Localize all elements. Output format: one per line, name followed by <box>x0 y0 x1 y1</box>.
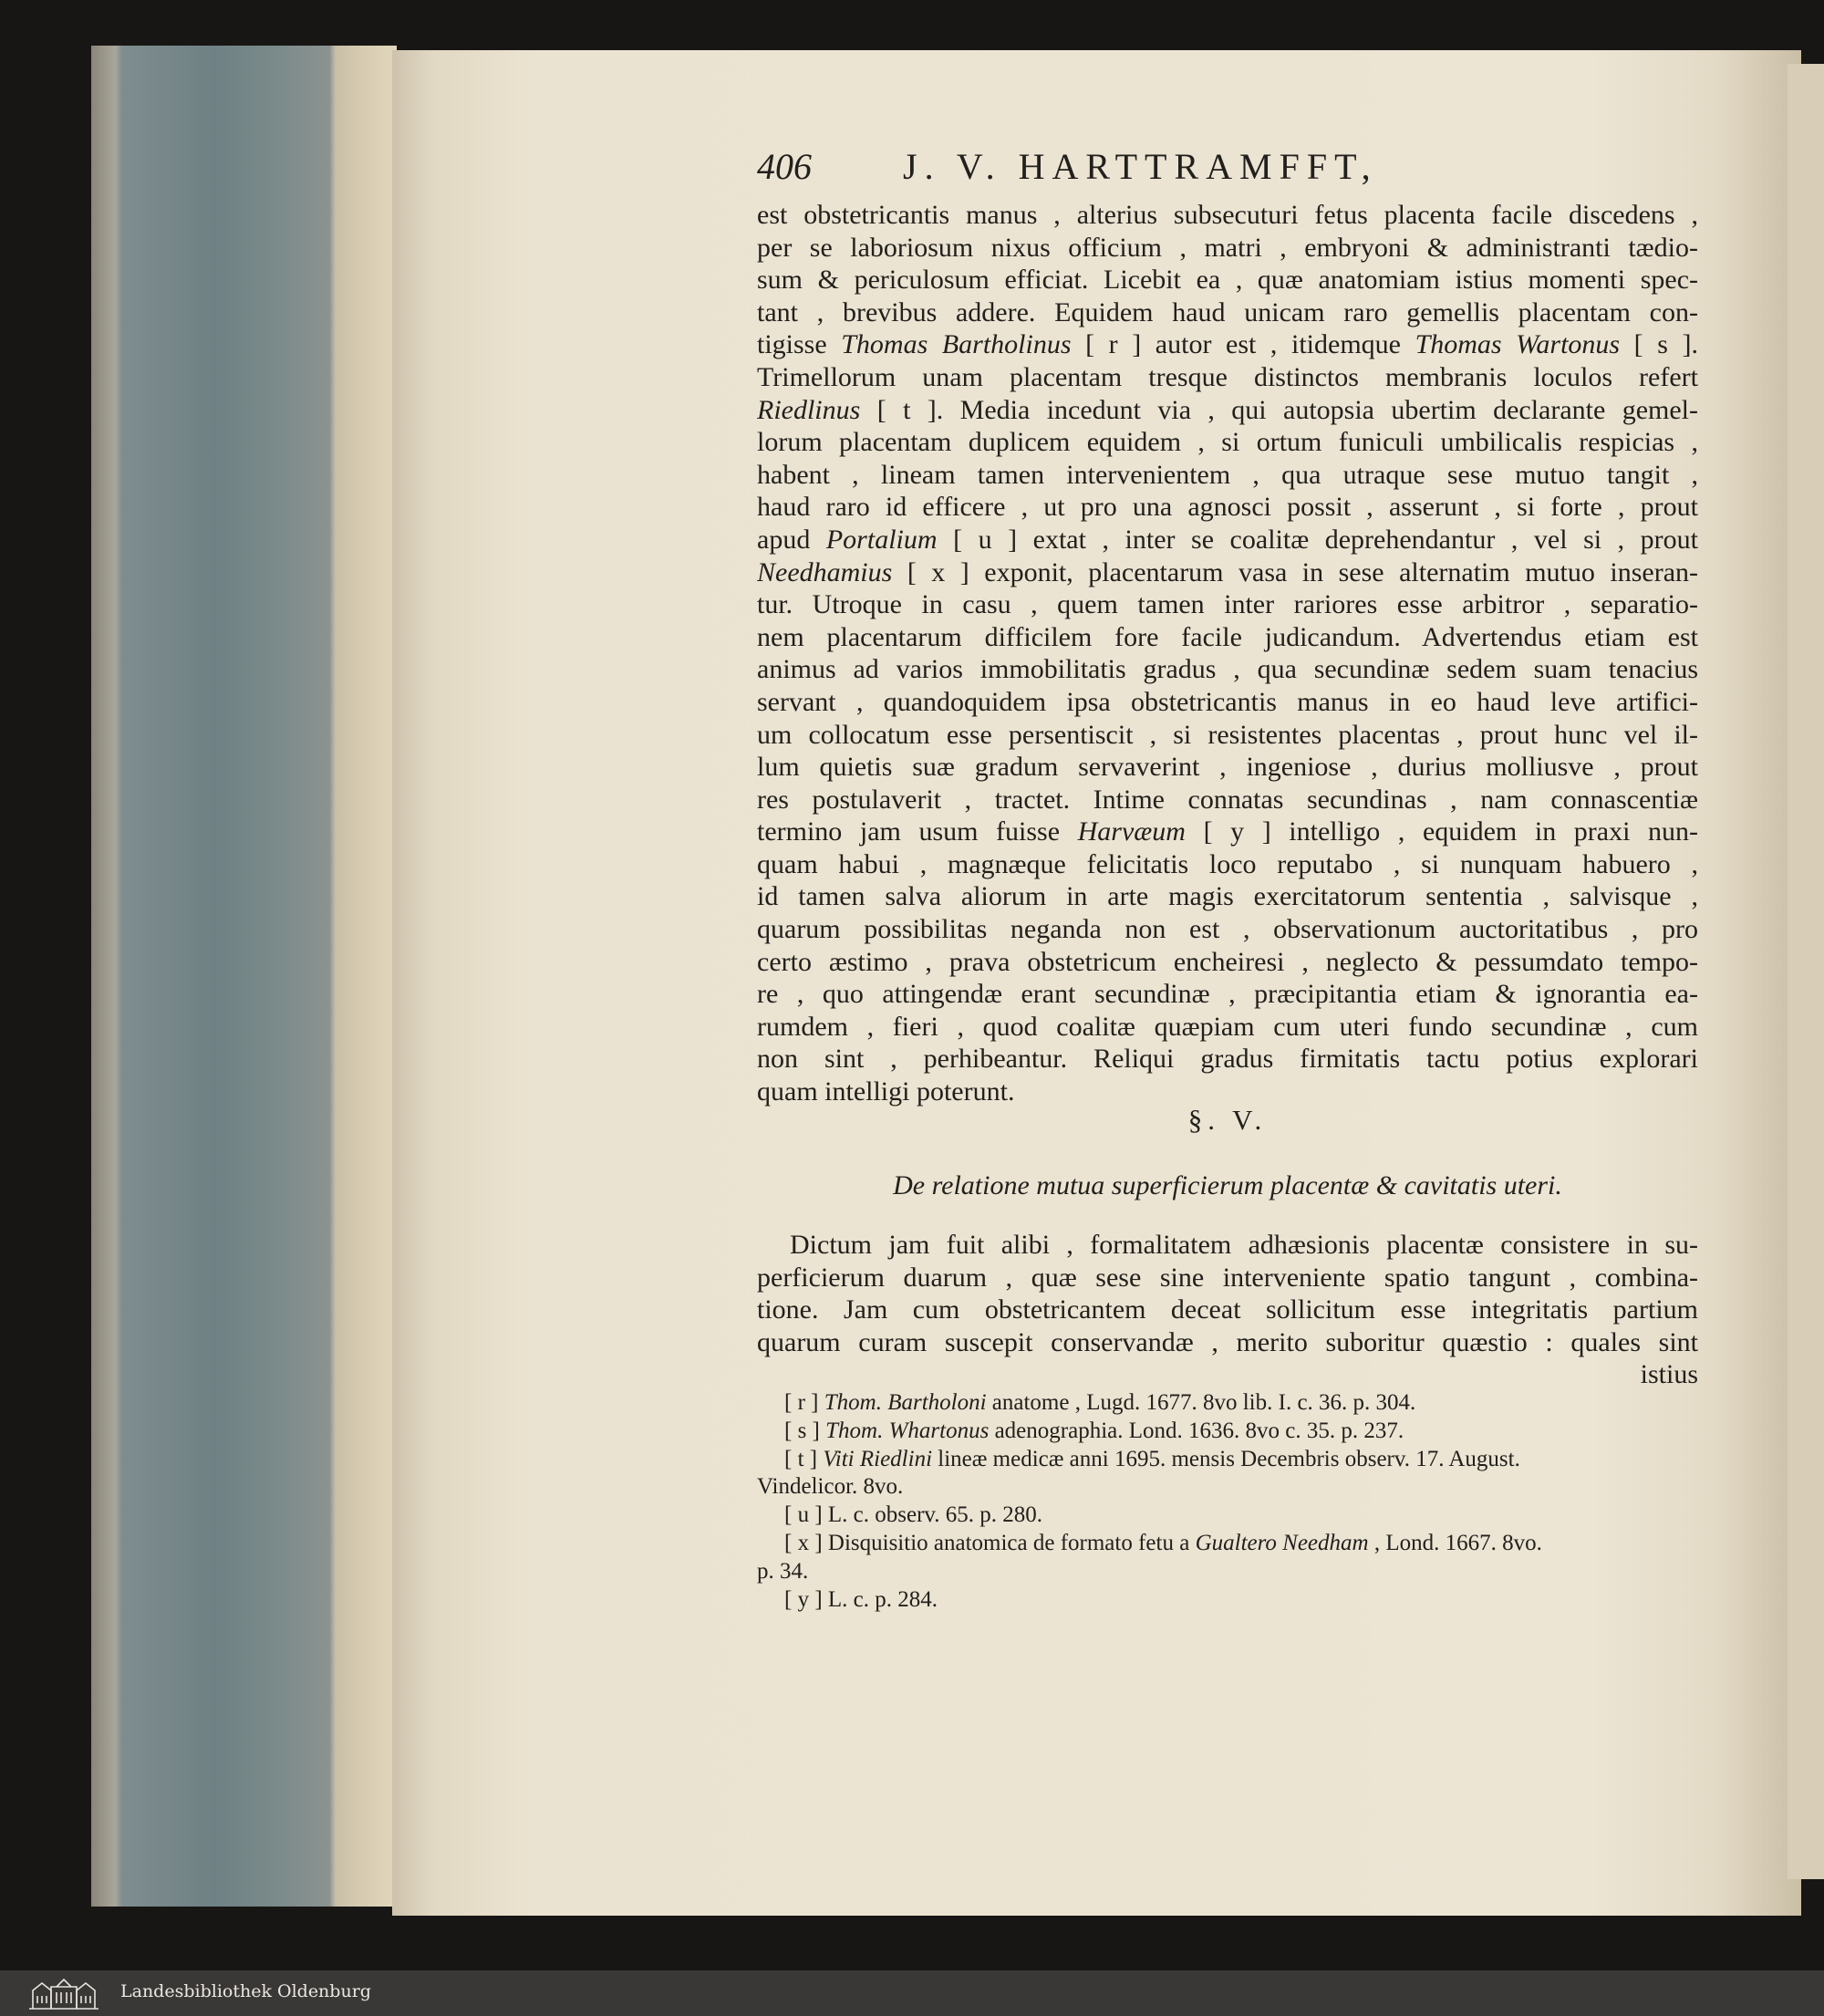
text-line: animus ad varios immobilitatis gradus , qua secundinæ sedem suam tenacius <box>757 654 1698 685</box>
text-line: um collocatum esse persentiscit , si resistentes placentas , prout hunc vel il- <box>757 719 1698 750</box>
library-building-icon <box>27 1976 100 2011</box>
running-head <box>757 144 1696 190</box>
italic-name: Gualtero Needham <box>1195 1530 1369 1555</box>
text-line: servant , quandoquidem ipsa obstetricantis manus in eo haud leve artifici- <box>757 686 1698 717</box>
running-title: J. V. HARTTRAMFFT, <box>903 146 1378 187</box>
book-page-edges <box>91 46 397 1907</box>
italic-name: Portalium <box>825 524 938 555</box>
text-line: quam intelligi poterunt. <box>757 1076 1015 1107</box>
footnote-line: Vindelicor. 8vo. <box>757 1474 904 1500</box>
text-line: est obstetricantis manus , alterius subsecuturi fetus placenta facile discedens , <box>757 200 1698 230</box>
footer-library-name: Landesbibliothek Oldenburg <box>120 1981 371 2001</box>
facing-page-edge <box>1788 64 1824 1879</box>
italic-name: Thom. Whartonus <box>825 1418 990 1443</box>
text-line: rumdem , fieri , quod coalitæ quæpiam cum uteri fundo secundinæ , cum <box>757 1011 1698 1042</box>
italic-name: Riedlinus <box>757 394 861 425</box>
text-line: nem placentarum difficilem fore facile judicandum. Advertendus etiam est <box>757 621 1698 652</box>
footnote-line: [ r ] Thom. Bartholoni anatome , Lugd. 1677. 8vo lib. I. c. 36. p. 304. <box>784 1390 1416 1415</box>
footnote-line: [ u ] L. c. observ. 65. p. 280. <box>784 1502 1043 1528</box>
text-line: termino jam usum fuisse Harvæum [ y ] intelligo , equidem in praxi nun- <box>757 816 1698 847</box>
text-line: Trimellorum unam placentam tresque distinctos membranis loculos refert <box>757 361 1698 392</box>
text-line: res postulaverit , tractet. Intime connatas secundinas , nam connascentiæ <box>757 784 1698 815</box>
page-number: 406 <box>757 146 812 187</box>
footnote-line: [ x ] Disquisitio anatomica de formato fetu a Gualtero Needham , Lond. 1667. 8vo. <box>784 1530 1542 1555</box>
text-line: per se laboriosum nixus officium , matri , embryoni & administranti tædio- <box>757 232 1698 263</box>
text-line: habent , lineam tamen intervenientem , qua utraque sese mutuo tangit , <box>757 459 1698 490</box>
text-line: haud raro id efficere , ut pro una agnosci possit , asserunt , si forte , prout <box>757 492 1698 523</box>
italic-name: Harvæum <box>1077 816 1186 847</box>
text-line: Needhamius [ x ] exponit, placentarum vasa in sese alternatim mutuo inseran- <box>757 556 1698 587</box>
text-line: istius <box>1640 1359 1698 1390</box>
text-line: Riedlinus [ t ]. Media incedunt via , qui autopsia ubertim declarante gemel- <box>757 394 1698 425</box>
text-line: certo æstimo , prava obstetricum encheiresi , neglecto & pessumdato tempo- <box>757 946 1698 977</box>
text-line: quam habui , magnæque felicitatis loco reputabo , si nunquam habuero , <box>757 848 1698 879</box>
body-paragraph <box>757 199 1698 1108</box>
section-paragraph <box>757 1229 1698 1391</box>
footnote-line: [ y ] L. c. p. 284. <box>784 1586 938 1612</box>
section-number: §. V. <box>1187 1104 1268 1136</box>
text-line: lum quietis suæ gradum servaverint , ingeniose , durius molliusve , prout <box>757 752 1698 783</box>
text-line: tione. Jam cum obstetricantem deceat sollicitum esse integritatis partium <box>757 1294 1698 1325</box>
italic-name: Needhamius <box>757 556 893 587</box>
text-line: tur. Utroque in casu , quem tamen inter rariores esse arbitror , separatio- <box>757 589 1698 620</box>
text-line: sum & periculosum efficiat. Licebit ea , quæ anatomiam istius momenti spec- <box>757 265 1698 296</box>
text-line: quarum possibilitas neganda non est , observationum auctoritatibus , pro <box>757 914 1698 945</box>
italic-name: Viti Riedlini <box>823 1446 933 1471</box>
text-line: non sint , perhibeantur. Reliqui gradus firmitatis tactu potius explorari <box>757 1044 1698 1075</box>
italic-name: Thomas Wartonus <box>1415 329 1621 360</box>
text-line: Dictum jam fuit alibi , formalitatem adhæsionis placentæ consistere in su- <box>790 1230 1698 1260</box>
footnote-line: [ t ] Viti Riedlini lineæ medicæ anni 1695. mensis Decembris observ. 17. August. <box>784 1446 1520 1471</box>
text-line: re , quo attingendæ erant secundinæ , præcipitantia etiam & ignorantia ea- <box>757 979 1698 1010</box>
footnote-line: p. 34. <box>757 1558 809 1584</box>
footer-bar <box>0 1970 1824 2016</box>
text-line: apud Portalium [ u ] extat , inter se coalitæ deprehendantur , vel si , prout <box>757 524 1698 555</box>
footnote-line: [ s ] Thom. Whartonus adenographia. Lond. 1636. 8vo c. 35. p. 237. <box>784 1418 1404 1443</box>
italic-name: Thom. Bartholoni <box>824 1390 987 1415</box>
text-line: id tamen salva aliorum in arte magis exercitatorum sententia , salvisque , <box>757 881 1698 912</box>
text-line: tant , brevibus addere. Equidem haud unicam raro gemellis placentam con- <box>757 296 1698 327</box>
text-line: perficierum duarum , quæ sese sine interveniente spatio tangunt , combina- <box>757 1262 1698 1293</box>
text-line: tigisse Thomas Bartholinus [ r ] autor est , itidemque Thomas Wartonus [ s ]. <box>757 329 1698 360</box>
italic-name: Thomas Bartholinus <box>841 329 1072 360</box>
section-title: De relatione mutua superficierum placentæ & cavitatis uteri. <box>893 1170 1562 1200</box>
text-line: quarum curam suscepit conservandæ , merito suboritur quæstio : quales sint <box>757 1326 1698 1357</box>
text-line: lorum placentam duplicem equidem , si ortum funiculi umbilicalis respicias , <box>757 427 1698 458</box>
footnotes <box>757 1389 1698 1614</box>
